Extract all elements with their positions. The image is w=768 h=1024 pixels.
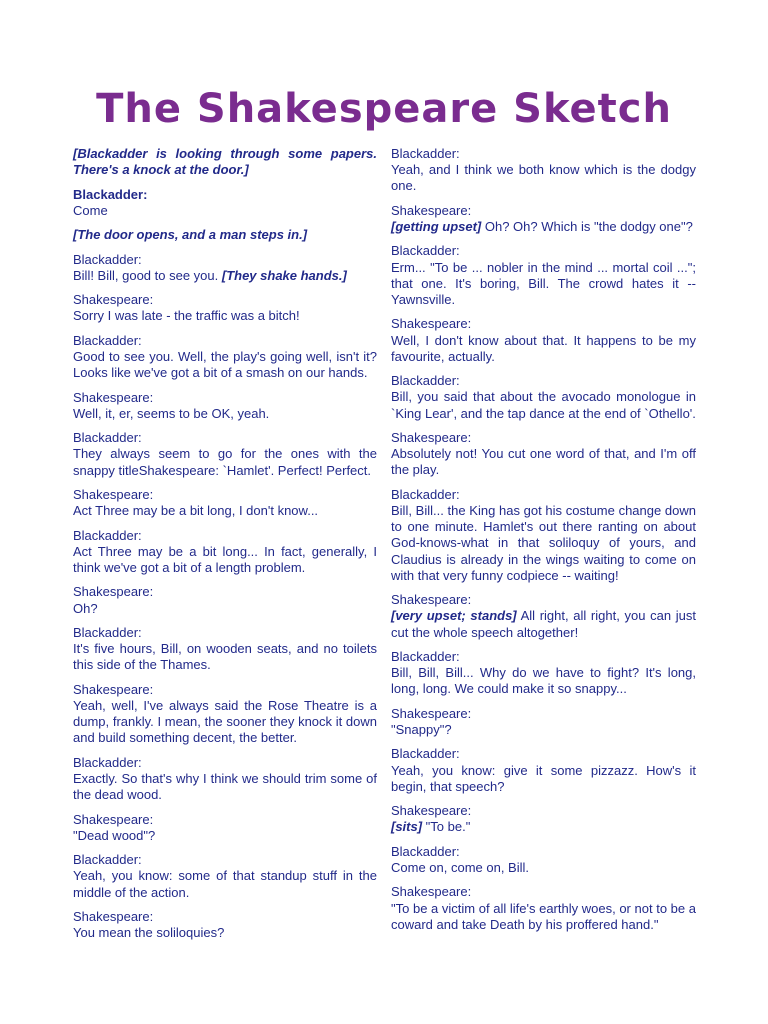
- right-column: [391, 146, 696, 941]
- speaker-name: Blackadder:: [391, 843, 460, 859]
- speaker-name: Blackadder:: [73, 186, 148, 202]
- dialogue-entry: [73, 333, 377, 382]
- dialogue-text: Well, I don't know about that. It happens to be my favourite, actually.: [391, 332, 696, 364]
- dialogue-line: [73, 268, 347, 283]
- dialogue-line: [391, 901, 696, 932]
- dialogue-line: [391, 860, 529, 875]
- dialogue-line: [391, 503, 696, 583]
- speaker-name: Shakespeare:: [73, 681, 154, 697]
- dialogue-text: They always seem to go for the ones with the snappy titleShakespeare: `Hamlet'. Perfect! Perfect.: [73, 446, 377, 478]
- dialogue-text: Act Three may be a bit long... In fact, generally, I think we've got a bit of a length problem.: [73, 543, 377, 575]
- dialogue-entry: [391, 243, 696, 308]
- dialogue-entry: [73, 584, 377, 616]
- speaker-name: Blackadder:: [73, 624, 142, 640]
- dialogue-line: [391, 333, 696, 364]
- dialogue-text: Bill! Bill, good to see you.: [73, 267, 222, 283]
- dialogue-entry: [73, 852, 377, 901]
- dialogue-text: "To be.": [422, 819, 471, 835]
- dialogue-entry: [73, 252, 377, 284]
- dialogue-entry: [391, 649, 696, 698]
- speaker-name: Shakespeare:: [73, 389, 154, 405]
- dialogue-entry: [73, 187, 377, 219]
- dialogue-line: [391, 819, 470, 834]
- dialogue-line: [391, 446, 696, 477]
- dialogue-entry: [73, 812, 377, 844]
- dialogue-entry: [391, 592, 696, 641]
- speaker-name: Blackadder:: [73, 430, 142, 446]
- speaker-name: Shakespeare:: [73, 584, 154, 600]
- dialogue-text: You mean the soliloquies?: [73, 925, 225, 941]
- dialogue-text: Yeah, well, I've always said the Rose Theatre is a dump, frankly. I mean, the sooner they knock it down and build something decent, the better.: [73, 697, 377, 746]
- speaker-name: Shakespeare:: [73, 292, 154, 308]
- speaker-name: Blackadder:: [391, 746, 460, 762]
- dialogue-text: Good to see you. Well, the play's going well, isn't it? Looks like we've got a bit of a smash on our hands.: [73, 348, 377, 381]
- speaker-name: Blackadder:: [391, 486, 460, 502]
- speaker-name: Shakespeare:: [391, 803, 472, 819]
- dialogue-line: [73, 446, 377, 477]
- speaker-name: Blackadder:: [391, 648, 460, 664]
- dialogue-text: Yeah, and I think we both know which is the dodgy one.: [391, 162, 696, 194]
- dialogue-text: "Dead wood"?: [73, 827, 156, 843]
- dialogue-line: [73, 771, 377, 802]
- inline-stage-direction: [very upset; stands]: [391, 608, 517, 624]
- dialogue-entry: [73, 430, 377, 479]
- dialogue-entry: [73, 909, 377, 941]
- dialogue-entry: [73, 292, 377, 324]
- speaker-name: Shakespeare:: [73, 811, 154, 827]
- dialogue-text: Bill, Bill... the King has got his costume change down to one minute. Hamlet's out there ranting on about God-knows-what in that soliloquy of yours, and Claudius is already in the wings waiting to come on with that very funny codpiece -- waiting!: [391, 502, 696, 583]
- dialogue-line: [73, 641, 377, 672]
- dialogue-line: [73, 308, 300, 323]
- dialogue-line: [73, 349, 377, 380]
- dialogue-line: [73, 203, 108, 218]
- speaker-name: Shakespeare:: [73, 908, 154, 924]
- dialogue-line: [73, 828, 155, 843]
- dialogue-text: Act Three may be a bit long, I don't know...: [73, 503, 319, 519]
- dialogue-text: It's five hours, Bill, on wooden seats, and no toilets this side of the Thames.: [73, 641, 377, 673]
- dialogue-text: Exactly. So that's why I think we should trim some of the dead wood.: [73, 770, 377, 803]
- dialogue-entry: [73, 487, 377, 519]
- dialogue-text: Come: [73, 202, 108, 218]
- dialogue-line: [391, 389, 696, 420]
- speaker-name: Blackadder:: [73, 251, 142, 267]
- speaker-name: Shakespeare:: [391, 884, 472, 900]
- speaker-name: Blackadder:: [73, 527, 142, 543]
- dialogue-line: [73, 601, 98, 616]
- dialogue-entry: [391, 803, 696, 835]
- dialogue-line: [391, 219, 693, 234]
- dialogue-entry: [391, 430, 696, 479]
- dialogue-line: [73, 868, 377, 899]
- dialogue-text: Bill, Bill, Bill... Why do we have to fight? It's long, long, long. We could make it so snappy...: [391, 665, 696, 697]
- dialogue-entry: [73, 682, 377, 747]
- dialogue-entry: [391, 373, 696, 422]
- dialogue-text: Yeah, you know: give it some pizzazz. How's it begin, that speech?: [391, 762, 696, 794]
- dialogue-entry: [73, 528, 377, 577]
- dialogue-line: [73, 925, 224, 940]
- dialogue-text: Come on, come on, Bill.: [391, 859, 530, 875]
- dialogue-text: Oh?: [73, 600, 98, 616]
- dialogue-text: "To be a victim of all life's earthly woes, or not to be a coward and take Death by his proffered hand.": [391, 900, 696, 932]
- dialogue-entry: [391, 487, 696, 584]
- dialogue-entry: [73, 625, 377, 674]
- dialogue-entry: [391, 316, 696, 365]
- dialogue-text: Bill, you said that about the avocado monologue in `King Lear', and the tap dance at the end of `Othello'.: [391, 389, 696, 421]
- dialogue-entry: [391, 203, 696, 235]
- speaker-name: Shakespeare:: [391, 592, 472, 608]
- inline-stage-direction: [They shake hands.]: [221, 267, 347, 283]
- speaker-name: Shakespeare:: [73, 486, 154, 502]
- speaker-name: Shakespeare:: [391, 202, 472, 218]
- speaker-name: Blackadder:: [391, 146, 460, 161]
- dialogue-entry: [391, 884, 696, 933]
- dialogue-text: Oh? Oh? Which is "the dodgy one"?: [481, 219, 693, 234]
- dialogue-line: [73, 544, 377, 575]
- dialogue-line: [391, 608, 696, 639]
- speaker-name: Blackadder:: [391, 373, 460, 389]
- dialogue-text: "Snappy"?: [391, 721, 452, 737]
- speaker-name: Shakespeare:: [391, 429, 472, 445]
- speaker-name: Shakespeare:: [391, 316, 472, 332]
- dialogue-entry: [391, 146, 696, 195]
- dialogue-text: Yeah, you know: some of that standup stuff in the middle of the action.: [73, 868, 377, 900]
- speaker-name: Blackadder:: [73, 332, 142, 348]
- dialogue-entry: [391, 746, 696, 795]
- dialogue-entry: [391, 706, 696, 738]
- dialogue-text: Sorry I was late - the traffic was a bitch!: [73, 308, 300, 324]
- dialogue-text: Absolutely not! You cut one word of that, and I'm off the play.: [391, 446, 696, 478]
- dialogue-entry: [73, 755, 377, 804]
- dialogue-text: Well, it, er, seems to be OK, yeah.: [73, 405, 270, 421]
- dialogue-line: [391, 763, 696, 794]
- dialogue-line: [391, 722, 452, 737]
- dialogue-line: [391, 260, 696, 307]
- dialogue-entry: [73, 390, 377, 422]
- dialogue-text: All right, all right, you can just cut the whole speech altogether!: [391, 608, 696, 640]
- left-column: [73, 146, 377, 950]
- dialogue-entry: [391, 844, 696, 876]
- dialogue-line: [73, 503, 318, 518]
- speaker-name: Blackadder:: [73, 852, 142, 868]
- stage-direction: [Blackadder is looking through some papers. There's a knock at the door.]: [73, 146, 377, 178]
- speaker-name: Blackadder:: [391, 243, 460, 259]
- stage-direction: [The door opens, and a man steps in.]: [73, 227, 308, 243]
- dialogue-line: [391, 665, 696, 696]
- dialogue-line: [73, 406, 269, 421]
- dialogue-text: Erm... "To be ... nobler in the mind ... mortal coil ..."; that one. It's boring, Bill. The crowd hates it -- Yawnsville.: [391, 259, 696, 307]
- dialogue-line: [73, 698, 377, 745]
- inline-stage-direction: [sits]: [391, 819, 423, 835]
- dialogue-line: [391, 162, 696, 193]
- page-title: The Shakespeare Sketch: [96, 86, 672, 132]
- inline-stage-direction: [getting upset]: [391, 219, 482, 234]
- speaker-name: Shakespeare:: [391, 705, 472, 721]
- speaker-name: Blackadder:: [73, 754, 142, 770]
